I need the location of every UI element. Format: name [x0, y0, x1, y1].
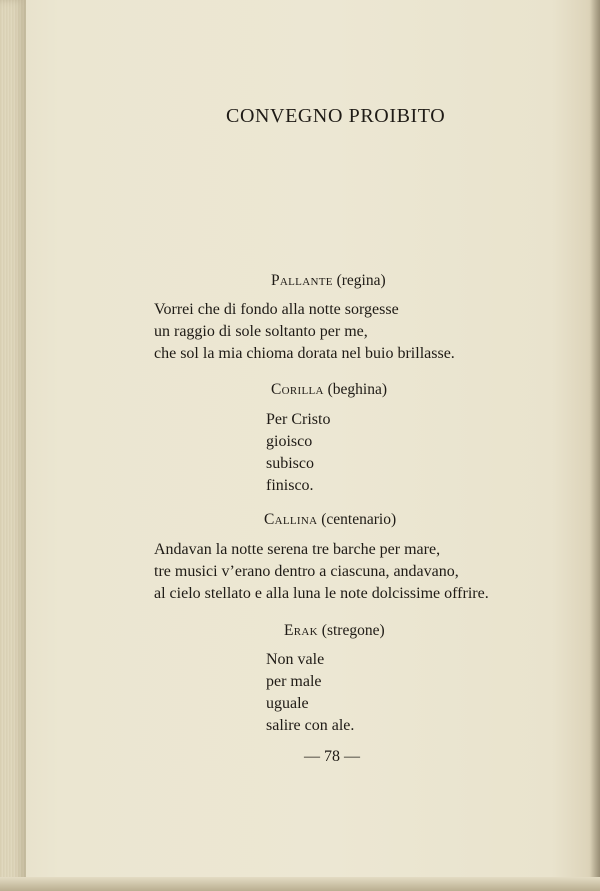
verse-line: un raggio di sole soltanto per me, — [154, 323, 368, 340]
page-number: — 78 — — [304, 748, 360, 765]
page-title: CONVEGNO PROIBITO — [226, 105, 446, 127]
speaker-name: Callina — [264, 511, 318, 528]
verse-callina — [154, 539, 489, 605]
verse-line: Vorrei che di fondo alla notte sorgesse — [154, 301, 399, 318]
speaker-heading-callina — [264, 511, 396, 529]
speaker-name: Corilla — [271, 381, 324, 398]
verse-line: Per Cristo — [266, 411, 331, 428]
speaker-heading-erak — [284, 622, 385, 640]
verse-line: Non vale — [266, 651, 325, 668]
verse-line: finisco. — [266, 477, 314, 494]
verse-line: uguale — [266, 695, 309, 712]
verse-line: al cielo stellato e alla luna le note dolcissime offrire. — [154, 585, 489, 602]
verse-line: che sol la mia chioma dorata nel buio brillasse. — [154, 345, 455, 362]
speaker-role: (regina) — [336, 272, 386, 289]
page-bottom-edge — [0, 877, 600, 891]
page-edges — [0, 0, 26, 891]
verse-line: subisco — [266, 455, 314, 472]
speaker-heading-corilla — [271, 381, 387, 399]
spine-shadow — [590, 0, 600, 891]
verse-line: per male — [266, 673, 322, 690]
speaker-role: (centenario) — [321, 511, 397, 528]
verse-line: Andavan la notte serena tre barche per mare, — [154, 541, 441, 558]
verse-pallante — [154, 299, 455, 365]
speaker-role: (beghina) — [327, 381, 388, 398]
verse-erak — [266, 649, 354, 737]
verse-line: tre musici v’erano dentro a ciascuna, andavano, — [154, 563, 459, 580]
speaker-role: (stregone) — [321, 622, 385, 639]
speaker-name: Erak — [284, 622, 318, 639]
speaker-heading-pallante — [271, 272, 386, 290]
verse-corilla — [266, 409, 330, 497]
speaker-name: Pallante — [271, 272, 333, 289]
verse-line: gioisco — [266, 433, 313, 450]
verse-line: salire con ale. — [266, 717, 355, 734]
